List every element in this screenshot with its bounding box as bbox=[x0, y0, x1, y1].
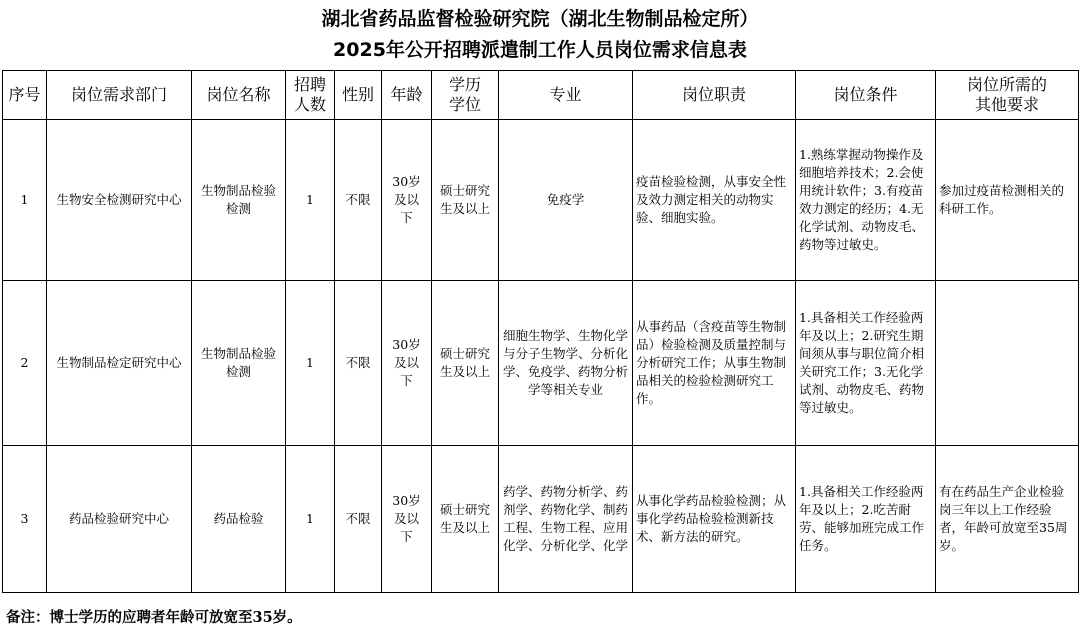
cell-cond: 1.具备相关工作经验两年及以上；2.研究生期间须从事与职位简介相关研究工作；3.无化学试剂、动物皮毛、药物等过敏史。 bbox=[796, 281, 936, 446]
cell-edu: 硕士研究生及以上 bbox=[432, 120, 499, 281]
cell-count: 1 bbox=[286, 446, 335, 593]
cell-name: 生物制品检验检测 bbox=[192, 120, 286, 281]
cell-major: 免疫学 bbox=[499, 120, 633, 281]
cell-seq: 2 bbox=[3, 281, 47, 446]
cell-other: 有在药品生产企业检验岗三年以上工作经验者，年龄可放宽至35周岁。 bbox=[936, 446, 1079, 593]
title-line-1: 湖北省药品监督检验研究院（湖北生物制品检定所） bbox=[321, 8, 759, 30]
cell-cond: 1.熟练掌握动物操作及细胞培养技术；2.会使用统计软件；3.有疫苗效力测定的经历；4.无化学试剂、动物皮毛、药物等过敏史。 bbox=[796, 120, 936, 281]
cell-age bbox=[382, 281, 432, 446]
header-edu bbox=[432, 71, 499, 120]
header-edu-line-2: 学位 bbox=[448, 95, 481, 114]
cell-age-line-3: 下 bbox=[400, 210, 413, 225]
cell-duty: 从事药品（含疫苗等生物制品）检验检测及质量控制与分析研究工作；从事生物制品相关的检验检测研究工作。 bbox=[633, 281, 796, 446]
cell-age-line-2: 及以 bbox=[393, 355, 419, 370]
title-line-2: 2025年公开招聘派遣制工作人员岗位需求信息表 bbox=[333, 39, 747, 61]
header-count-line-2: 人数 bbox=[293, 95, 326, 114]
cell-gender: 不限 bbox=[335, 281, 382, 446]
cell-duty: 从事化学药品检验检测；从事化学药品检验检测新技术、新方法的研究。 bbox=[633, 446, 796, 593]
cell-age-line-1: 30岁 bbox=[392, 337, 421, 352]
header-duty: 岗位职责 bbox=[633, 71, 796, 120]
cell-age bbox=[382, 120, 432, 281]
header-count-line-1: 招聘 bbox=[293, 75, 326, 94]
header-gender: 性别 bbox=[335, 71, 382, 120]
cell-edu: 硕士研究生及以上 bbox=[432, 446, 499, 593]
cell-major: 细胞生物学、生物化学与分子生物学、分析化学、免疫学、药物分析学等相关专业 bbox=[499, 281, 633, 446]
table-row bbox=[3, 446, 1079, 593]
cell-dept: 生物制品检定研究中心 bbox=[47, 281, 192, 446]
cell-name: 生物制品检验检测 bbox=[192, 281, 286, 446]
cell-edu: 硕士研究生及以上 bbox=[432, 281, 499, 446]
cell-major: 药学、药物分析学、药剂学、药物化学、制药工程、生物工程、应用化学、分析化学、化学 bbox=[499, 446, 633, 593]
cell-age-line-2: 及以 bbox=[393, 192, 419, 207]
cell-age-line-3: 下 bbox=[400, 373, 413, 388]
cell-age-line-1: 30岁 bbox=[392, 493, 421, 508]
header-major: 专业 bbox=[499, 71, 633, 120]
cell-name: 药品检验 bbox=[192, 446, 286, 593]
header-row bbox=[3, 71, 1079, 120]
header-other-line-1: 岗位所需的 bbox=[966, 75, 1047, 94]
header-other bbox=[936, 71, 1079, 120]
header-name: 岗位名称 bbox=[192, 71, 286, 120]
cell-age-line-3: 下 bbox=[400, 529, 413, 544]
header-seq: 序号 bbox=[3, 71, 47, 120]
table-row bbox=[3, 281, 1079, 446]
cell-dept: 药品检验研究中心 bbox=[47, 446, 192, 593]
cell-age-line-1: 30岁 bbox=[392, 174, 421, 189]
cell-gender: 不限 bbox=[335, 446, 382, 593]
header-other-line-2: 其他要求 bbox=[974, 95, 1039, 114]
cell-count: 1 bbox=[286, 120, 335, 281]
cell-age bbox=[382, 446, 432, 593]
header-count bbox=[286, 71, 335, 120]
cell-cond: 1.具备相关工作经验两年及以上；2.吃苦耐劳、能够加班完成工作任务。 bbox=[796, 446, 936, 593]
cell-age-line-2: 及以 bbox=[393, 511, 419, 526]
cell-other bbox=[936, 281, 1079, 446]
cell-seq: 1 bbox=[3, 120, 47, 281]
cell-duty: 疫苗检验检测，从事安全性及效力测定相关的动物实验、细胞实验。 bbox=[633, 120, 796, 281]
position-table bbox=[2, 70, 1079, 593]
table-row bbox=[3, 120, 1079, 281]
header-age: 年龄 bbox=[382, 71, 432, 120]
header-cond: 岗位条件 bbox=[796, 71, 936, 120]
cell-other: 参加过疫苗检测相关的科研工作。 bbox=[936, 120, 1079, 281]
cell-dept: 生物安全检测研究中心 bbox=[47, 120, 192, 281]
cell-count: 1 bbox=[286, 281, 335, 446]
footnote: 备注：博士学历的应聘者年龄可放宽至35岁。 bbox=[6, 609, 302, 626]
cell-gender: 不限 bbox=[335, 120, 382, 281]
header-edu-line-1: 学历 bbox=[448, 75, 481, 94]
cell-seq: 3 bbox=[3, 446, 47, 593]
document-title bbox=[0, 4, 1080, 66]
header-dept: 岗位需求部门 bbox=[47, 71, 192, 120]
